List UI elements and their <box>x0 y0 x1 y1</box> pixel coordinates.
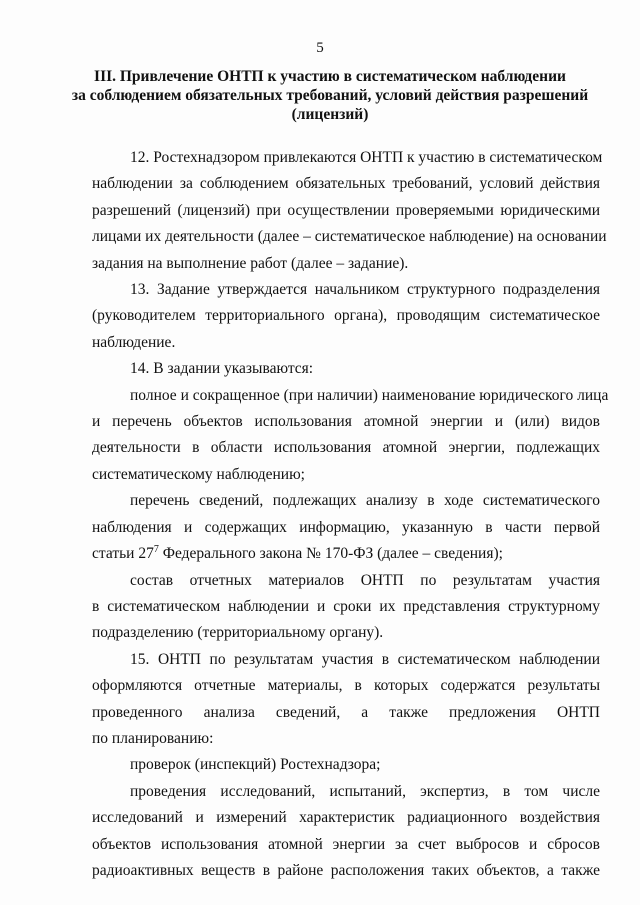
text-line: проведения исследований, испытаний, экспертиз, в том числе <box>130 782 600 800</box>
paragraph-14-item-3 <box>92 568 600 647</box>
text-line: систематическому наблюдению; <box>92 465 305 483</box>
text-line: 15. ОНТП по результатам участия в систематическом наблюдении <box>130 650 600 668</box>
paragraph-15 <box>92 647 600 753</box>
text-fragment: Федерального закона № 170-ФЗ (далее – сведения); <box>158 545 503 563</box>
text-line: перечень сведений, подлежащих анализу в ходе систематического <box>130 492 600 510</box>
paragraph-13 <box>92 277 600 356</box>
paragraph-12 <box>92 145 607 277</box>
text-fragment: статьи 27 <box>92 545 154 563</box>
heading-line-1: III. Привлечение ОНТП к участию в систематическом наблюдении <box>94 68 566 85</box>
text-line: разрешений (лицензий) при осуществлении проверяемыми юридическими <box>92 201 600 219</box>
paragraph-15-item-2 <box>92 779 600 885</box>
text-line: полное и сокращенное (при наличии) наименование юридического лица <box>130 386 609 404</box>
text-line: наблюдения и содержащих информацию, указанную в части первой <box>92 518 600 536</box>
text-line: исследований и измерений характеристик радиационного воздействия <box>92 809 600 827</box>
text-line: в систематическом наблюдении и сроки их представления структурному <box>92 597 600 615</box>
text-line: наблюдении за соблюдением обязательных требований, условий действия <box>92 175 600 193</box>
text-line: состав отчетных материалов ОНТП по результатам участия <box>130 571 600 589</box>
text-line: деятельности в области использования атомной энергии, подлежащих <box>92 439 600 457</box>
paragraph-14-item-1 <box>92 383 609 489</box>
text-line: проведенного анализа сведений, а также предложения ОНТП <box>92 703 600 721</box>
text-line: по планированию: <box>92 729 214 747</box>
text-line: оформляются отчетные материалы, в которых содержатся результаты <box>92 677 600 695</box>
footnote-superscript: 7 <box>153 543 159 555</box>
text-line: радиоактивных веществ в районе расположения таких объектов, а также <box>92 861 600 879</box>
text-line: объектов использования атомной энергии за счет выбросов и сбросов <box>92 835 600 853</box>
text-line: 12. Ростехнадзором привлекаются ОНТП к участию в систематическом <box>130 149 603 166</box>
text-line: (руководителем территориального органа), проводящим систематическое <box>92 307 600 325</box>
text-line: 14. В задании указываются: <box>130 360 314 378</box>
document-body <box>92 145 609 884</box>
paragraph-14-item-2 <box>92 488 600 567</box>
text-line <box>92 541 600 567</box>
text-line: лицами их деятельности (далее – систематическое наблюдение) на основании <box>92 228 607 246</box>
text-line: подразделению (территориальному органу). <box>92 624 384 642</box>
text-line: 13. Задание утверждается начальником структурного подразделения <box>130 281 600 299</box>
text-line: проверок (инспекций) Ростехнадзора; <box>130 756 381 774</box>
text-line: наблюдение. <box>92 333 176 351</box>
paragraph-14 <box>92 356 600 382</box>
text-line: и перечень объектов использования атомной энергии и (или) видов <box>92 413 600 431</box>
heading-line-2: за соблюдением обязательных требований, условий действия разрешений <box>71 87 589 104</box>
section-heading <box>60 67 600 124</box>
paragraph-15-item-1 <box>92 752 600 778</box>
text-line: задания на выполнение работ (далее – задание). <box>92 254 409 272</box>
heading-line-3: (лицензий) <box>291 106 369 123</box>
page-number: 5 <box>316 40 324 56</box>
